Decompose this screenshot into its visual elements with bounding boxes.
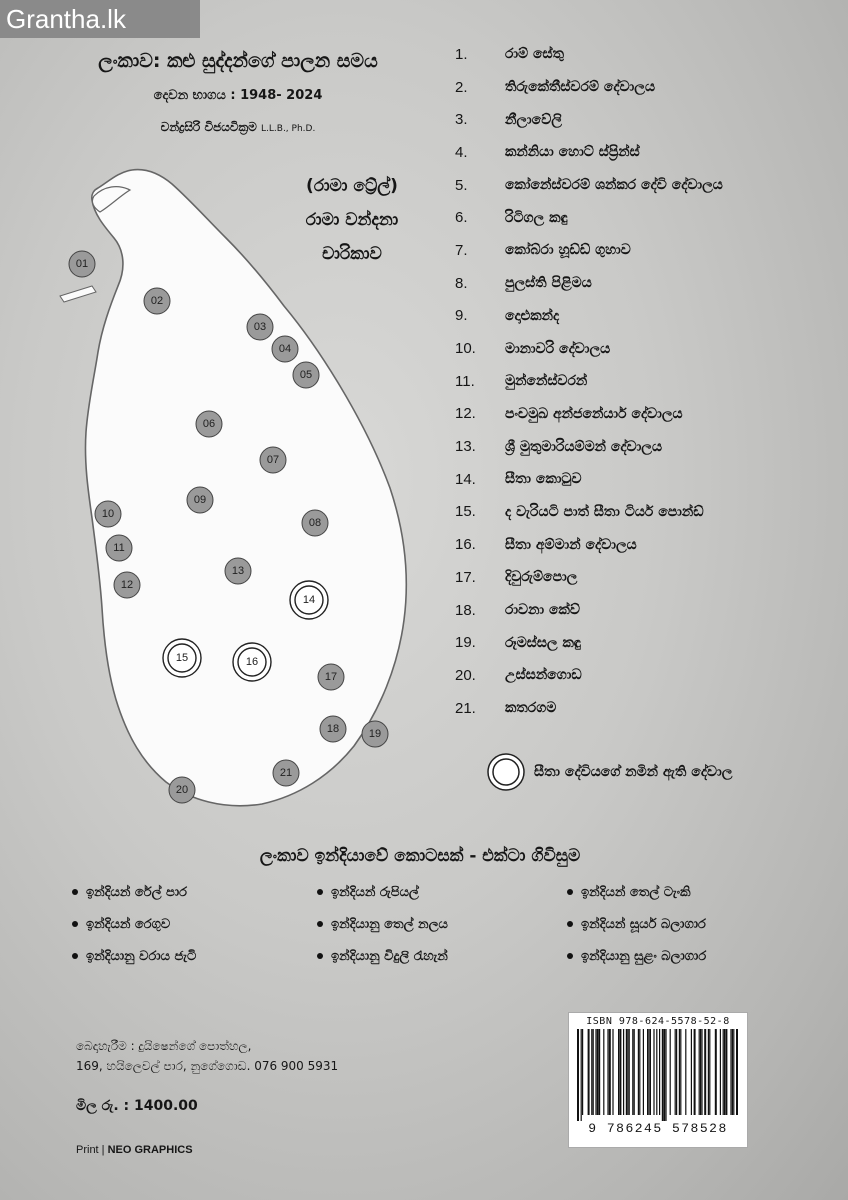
barcode-bar (639, 1029, 640, 1115)
printer-prefix: Print | (76, 1144, 105, 1156)
place-number: 19. (455, 634, 476, 652)
places-list (455, 38, 835, 724)
place-item (455, 528, 835, 561)
marker-label: 03 (253, 321, 267, 333)
barcode-bar (670, 1029, 671, 1115)
trail-title-3: චාරිකාව (322, 244, 382, 264)
author (48, 120, 428, 135)
marker-label: 21 (279, 767, 293, 779)
barcode-bar (694, 1029, 696, 1115)
barcode-bar (709, 1029, 710, 1115)
marker-label: 10 (101, 508, 115, 520)
marker-label: 01 (75, 258, 89, 270)
indian-item (72, 880, 317, 904)
barcode-bar (581, 1029, 582, 1121)
indian-item-label: ඉන්දියන් සූර්ය බලාගාර (581, 916, 706, 932)
barcode-bar (685, 1029, 686, 1115)
indian-item-label: ඉන්දියානු විදුලි රැහැන් (331, 948, 448, 964)
map-marker (95, 501, 121, 527)
barcode-bars (573, 1029, 743, 1121)
place-item (455, 496, 835, 529)
publisher-line-1: බෙදාහැරීම : දුයිෂෙන්ගේ පොත්හල, (76, 1039, 252, 1053)
marker-label: 16 (245, 656, 259, 668)
barcode-bar (609, 1029, 611, 1115)
indian-item-label: ඉන්දියන් රෙගුව (86, 916, 171, 932)
indian-item (72, 912, 317, 936)
barcode-bar (597, 1029, 598, 1115)
place-item (455, 561, 835, 594)
place-number: 10. (455, 340, 476, 358)
isbn-text: ISBN 978-624-5578-52-8 (586, 1016, 730, 1027)
barcode-bar (679, 1029, 680, 1115)
marker-label: 20 (175, 784, 189, 796)
book-title: ලංකාව: කළු සුද්දන්ගේ පාලන සමය (98, 50, 378, 72)
bullet-icon (317, 889, 323, 895)
place-name: ශ්‍රී මුතුමාරියම්මන් දේවාලය (505, 438, 663, 455)
indian-item-label: ඉන්දියානු වරාය ජැටි (86, 948, 197, 964)
place-item (455, 594, 835, 627)
barcode-bar (730, 1029, 731, 1115)
barcode-bar (612, 1029, 613, 1115)
map-marker (318, 664, 344, 690)
price: මිල රු. : 1400.00 (76, 1098, 198, 1114)
barcode-bar (607, 1029, 608, 1115)
place-item (455, 103, 835, 136)
publisher-line-2: 169, හයිලෙවල් පාර, නුගේගොඩ. 076 900 5931 (76, 1059, 339, 1073)
island-outline (85, 170, 406, 806)
place-item (455, 463, 835, 496)
place-item (455, 332, 835, 365)
barcode-bar (715, 1029, 717, 1115)
sita-temple-marker (290, 581, 328, 619)
indian-item-label: ඉන්දියන් රේල් පාර (86, 884, 187, 900)
barcode-bar (664, 1029, 665, 1121)
place-number: 14. (455, 470, 476, 488)
barcode-bar (720, 1029, 721, 1115)
barcode-bar (691, 1029, 692, 1115)
marker-label: 17 (324, 671, 338, 683)
place-number: 1. (455, 45, 468, 63)
barcode-bar (675, 1029, 676, 1115)
barcode-bar (623, 1029, 624, 1115)
sri-lanka-map (30, 160, 420, 820)
marker-label: 19 (368, 728, 382, 740)
barcode-bar (595, 1029, 596, 1115)
place-item (455, 201, 835, 234)
barcode-bar (700, 1029, 701, 1115)
trail-title-1: (රාමා ට්‍රේල්) (306, 176, 398, 196)
trail-title-2: රාමා වන්දනා (305, 210, 399, 230)
barcode-bar (603, 1029, 604, 1115)
place-item (455, 136, 835, 169)
indian-item (567, 944, 792, 968)
barcode-bar (656, 1029, 657, 1115)
map-marker (187, 487, 213, 513)
marker-label: 07 (266, 454, 280, 466)
barcode-bar (619, 1029, 621, 1115)
place-name: රාම් සේතු (505, 46, 564, 63)
place-number: 15. (455, 503, 476, 521)
place-item (455, 398, 835, 431)
place-name: කතරගම (505, 700, 557, 717)
map-marker (320, 716, 346, 742)
barcode-bar (701, 1029, 702, 1115)
place-item (455, 430, 835, 463)
place-number: 3. (455, 111, 468, 129)
place-item (455, 659, 835, 692)
place-number: 16. (455, 536, 476, 554)
place-item (455, 38, 835, 71)
bullet-icon (72, 953, 78, 959)
book-subtitle: දෙවන භාගය : 1948- 2024 (153, 88, 323, 103)
place-number: 18. (455, 601, 476, 619)
barcode-bar (598, 1029, 600, 1115)
barcode-bar (626, 1029, 627, 1115)
map-marker (114, 572, 140, 598)
barcode-bar (665, 1029, 666, 1121)
place-name: ද වැරියටි පාත් සීතා ටියර් පොන්ඩ් (505, 503, 704, 520)
marker-label: 15 (175, 652, 189, 664)
place-number: 6. (455, 209, 468, 227)
barcode-bar (638, 1029, 639, 1115)
double-circle-icon (486, 752, 526, 792)
place-name: කෝබ්රා හූඩ්ඩ් ගුහාව (505, 242, 631, 259)
place-name: පුලස්ති පිළිමය (505, 275, 592, 292)
place-number: 20. (455, 666, 476, 684)
barcode-bar (588, 1029, 590, 1115)
marker-label: 04 (278, 343, 292, 355)
barcode-bar (648, 1029, 649, 1115)
place-name: දොළුකන්ද (505, 307, 560, 324)
indian-item (72, 944, 317, 968)
place-item (455, 300, 835, 333)
place-item (455, 626, 835, 659)
place-name: රිටිගල කඳු (505, 209, 568, 226)
barcode-bar (593, 1029, 594, 1115)
bullet-icon (72, 921, 78, 927)
place-item (455, 71, 835, 104)
map-marker (196, 411, 222, 437)
marker-label: 05 (299, 369, 313, 381)
barcode-bar (653, 1029, 654, 1115)
map-marker (169, 777, 195, 803)
bullet-icon (317, 921, 323, 927)
place-name: මානාවරි දේවාලය (505, 340, 611, 357)
printer-name: NEO GRAPHICS (107, 1144, 193, 1156)
indian-item (317, 880, 567, 904)
bullet-icon (567, 921, 573, 927)
marker-label: 08 (308, 517, 322, 529)
map-marker (260, 447, 286, 473)
ekta-banner: ලංකාව ඉන්දියාවේ කොටසක් - එක්ටා ගිවිසුම (259, 846, 581, 866)
barcode-bar (662, 1029, 664, 1121)
place-number: 2. (455, 78, 468, 96)
map-marker (247, 314, 273, 340)
barcode-bar (733, 1029, 734, 1115)
place-name: රාවනා කේව් (505, 602, 580, 619)
place-number: 12. (455, 405, 476, 423)
indian-item (317, 912, 567, 936)
bullet-icon (567, 889, 573, 895)
barcode-bar (704, 1029, 706, 1115)
barcode-bar (634, 1029, 635, 1115)
marker-label: 02 (150, 295, 164, 307)
barcode-bar (591, 1029, 592, 1115)
bullet-icon (72, 889, 78, 895)
marker-label: 09 (193, 494, 207, 506)
place-name: තිරුකේතීස්වරම් දේවාලය (505, 79, 656, 96)
map-marker (302, 510, 328, 536)
sita-temple-marker (233, 643, 271, 681)
map-marker (144, 288, 170, 314)
mannar-island (60, 286, 96, 302)
barcode-bar (629, 1029, 630, 1115)
indian-item (567, 880, 792, 904)
map-marker (272, 336, 298, 362)
map-marker (273, 760, 299, 786)
place-item (455, 234, 835, 267)
barcode-bar (650, 1029, 651, 1115)
place-number: 21. (455, 699, 476, 717)
place-number: 8. (455, 274, 468, 292)
place-name: කන්නියා හොට් ස්ප්‍රින්ස් (505, 144, 640, 161)
map-marker (69, 251, 95, 277)
place-name: සීතා අම්මාන් දේවාලය (505, 536, 637, 553)
barcode-bar (725, 1029, 727, 1115)
place-name: මුන්නේස්වරන් (505, 373, 588, 390)
place-number: 17. (455, 568, 476, 586)
marker-label: 13 (231, 565, 245, 577)
marker-label: 18 (326, 723, 340, 735)
indian-item (317, 944, 567, 968)
barcode-digits: 9 786245 578528 (588, 1121, 728, 1136)
place-item (455, 692, 835, 725)
barcode-bar (680, 1029, 681, 1115)
map-marker (106, 535, 132, 561)
barcode-bar (659, 1029, 660, 1115)
barcode-bar (647, 1029, 648, 1115)
barcode-bar (627, 1029, 628, 1115)
place-number: 13. (455, 438, 476, 456)
indian-item (567, 912, 792, 936)
indian-item-label: ඉන්දියානු තෙල් නලය (331, 916, 448, 932)
indian-item-label: ඉන්දියන් රුපියල් (331, 884, 419, 900)
bullet-icon (317, 953, 323, 959)
place-number: 4. (455, 143, 468, 161)
barcode-bar (699, 1029, 700, 1115)
marker-label: 14 (302, 594, 316, 606)
place-item (455, 169, 835, 202)
author-degrees: L.L.B., Ph.D. (261, 124, 316, 134)
barcode-bar (723, 1029, 724, 1115)
place-name: සීතා කොටුව (505, 471, 582, 488)
place-number: 11. (455, 372, 475, 390)
place-name: උස්සන්ගොඩ (505, 667, 582, 684)
watermark: Grantha.lk (0, 0, 200, 38)
indian-item-label: ඉන්දියානු සුළං බලාගාර (581, 948, 707, 964)
barcode-bar (577, 1029, 579, 1121)
barcode-bar (632, 1029, 633, 1115)
barcode-bar (724, 1029, 725, 1115)
place-name: නීලාවේලි (505, 111, 562, 128)
place-name: දිවුරුම්පොල (505, 569, 578, 586)
barcode-bar (732, 1029, 733, 1115)
marker-label: 06 (202, 418, 216, 430)
indian-items-grid (72, 880, 792, 968)
map-marker (225, 558, 251, 584)
marker-label: 11 (113, 542, 125, 554)
barcode-bar (582, 1029, 583, 1115)
map-marker (293, 362, 319, 388)
indian-item-label: ඉන්දියන් තෙල් ටැංකි (581, 884, 691, 900)
author-name: චන්ද්‍රසිරි විජයවික්‍රම (160, 120, 257, 134)
place-number: 9. (455, 307, 468, 325)
place-item (455, 267, 835, 300)
place-number: 5. (455, 176, 468, 194)
barcode-bar (736, 1029, 738, 1115)
place-name: පංචමුඛ අන්ජනේයාර් දේවාලය (505, 405, 683, 422)
place-name: රූමස්සල කඳු (505, 634, 581, 651)
isbn-barcode (568, 1012, 748, 1148)
publisher-block (76, 1036, 338, 1076)
barcode-bar (618, 1029, 619, 1115)
place-number: 7. (455, 241, 468, 259)
bullet-icon (567, 953, 573, 959)
printer-credit (76, 1144, 193, 1156)
barcode-bar (643, 1029, 644, 1115)
place-name: කෝනේස්වරම් ශන්කර දේවි දේවාලය (505, 177, 723, 194)
sita-temple-marker (163, 639, 201, 677)
barcode-bar (676, 1029, 677, 1115)
legend (486, 752, 732, 792)
barcode-bar (708, 1029, 709, 1115)
legend-label: සීතා දේවියගේ නමින් ඇති දේවාල (534, 764, 733, 780)
place-item (455, 365, 835, 398)
marker-label: 12 (120, 579, 134, 591)
map-marker (362, 721, 388, 747)
